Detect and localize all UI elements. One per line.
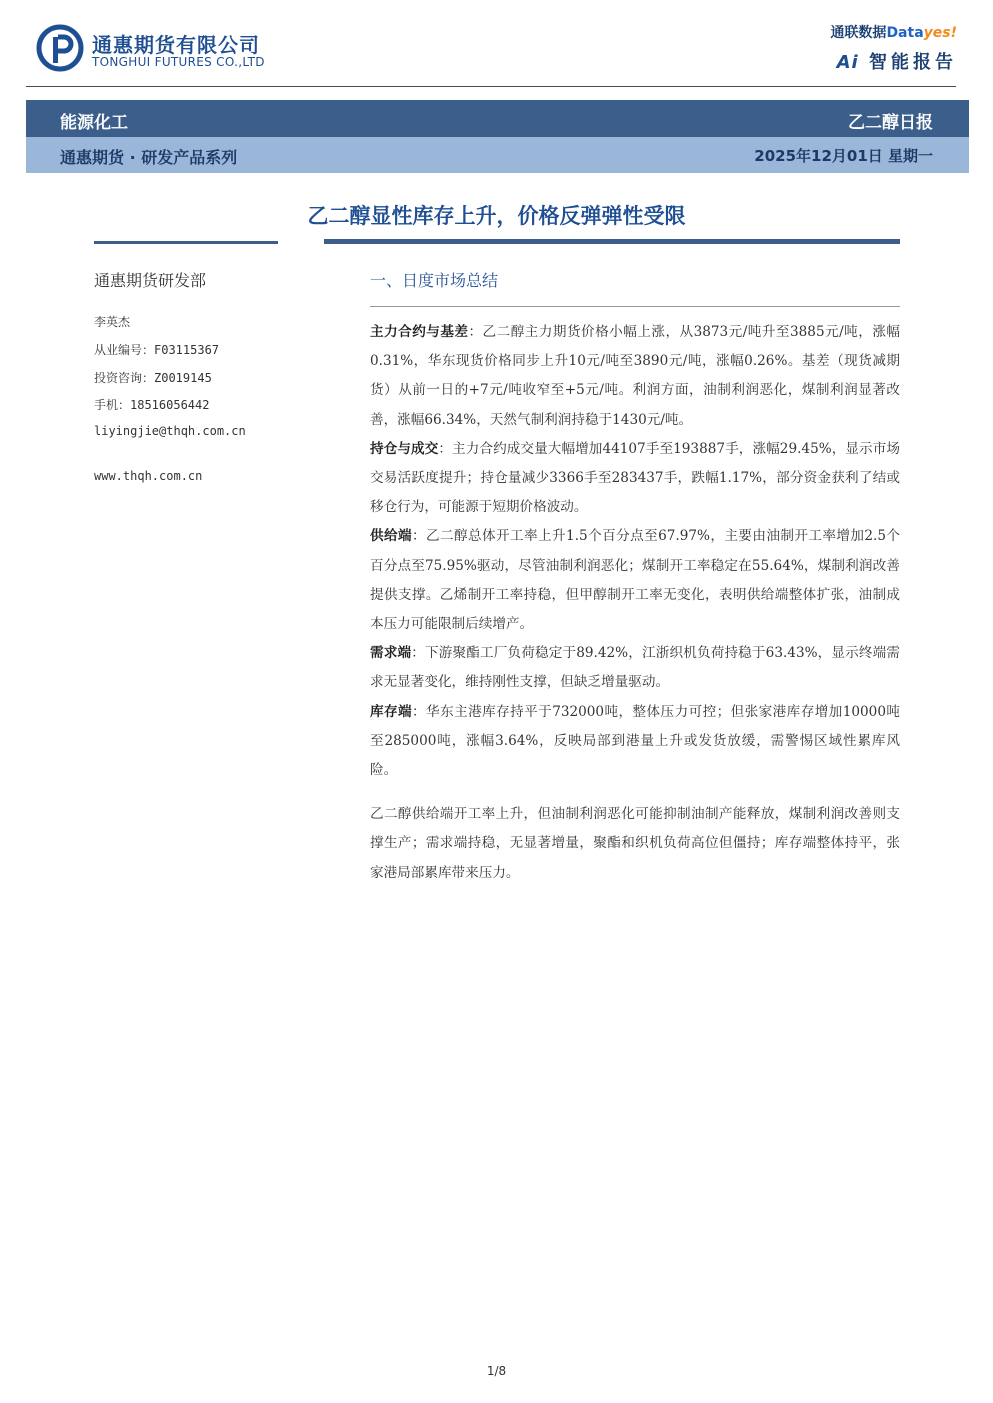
paragraph-label: 供给端 bbox=[370, 528, 413, 545]
report-title: 乙二醇显性库存上升，价格反弹弹性受限 bbox=[307, 204, 686, 228]
ai-mark-icon: Ai bbox=[836, 52, 859, 73]
paragraph-label: 库存端 bbox=[370, 703, 413, 720]
datayes-yes: yes! bbox=[923, 25, 957, 41]
title-underline bbox=[324, 239, 900, 244]
paragraph-text: ：下游聚酯工厂负荷稳定于89.42%，江浙织机负荷持稳于63.43%，显示终端需求无显著变化，维持刚性支撑，但缺乏增量驱动。 bbox=[370, 645, 900, 691]
paragraph-summary: 乙二醇供给端开工率上升，但油制利润恶化可能抑制油制产能释放，煤制利润改善则支撑生产；需求端持稳，无显著增量，聚酯和织机负荷高位但僵持；库存端整体持平，张家港局部累库带来压力。 bbox=[370, 806, 900, 881]
paragraph-text: ：乙二醇总体开工率上升1.5个百分点至67.97%，主要由油制开工率增加2.5个百分点至75.95%驱动，尽管油制利润恶化；煤制开工率稳定在55.64%，煤制利润改善提供支撑。乙烯制开工率持稳，但甲醇制开工率无变化，表明供给端整体扩张，油制成本压力可能限制后续增产。 bbox=[370, 528, 900, 633]
company-name-cn: 通惠期货有限公司 bbox=[92, 33, 260, 57]
page-number: 1/8 bbox=[486, 1364, 507, 1378]
email-link[interactable]: liyingjie@thqh.com.cn bbox=[94, 424, 246, 438]
report-type-label: 乙二醇日报 bbox=[848, 113, 933, 133]
paragraph-demand bbox=[370, 639, 900, 697]
paragraph-text: ：乙二醇主力期货价格小幅上涨，从3873元/吨升至3885元/吨，涨幅0.31%，华东现货价格同步上升10元/吨至3890元/吨，涨幅0.26%。基差（现货减期货）从前一日的+7元/吨收窄至+5元/吨。利润方面，油制利润恶化，煤制利润显著改善，涨幅66.34%，天然气制利润持稳于1430元/吨。 bbox=[370, 324, 900, 428]
company-logo-icon bbox=[36, 24, 84, 72]
category-band bbox=[26, 100, 969, 137]
paragraph-label: 主力合约与基差 bbox=[370, 324, 469, 340]
header-divider bbox=[26, 86, 956, 87]
datayes-logo bbox=[830, 22, 957, 74]
ai-report-label: 智能报告 bbox=[869, 52, 957, 73]
analyst-name: 李英杰 bbox=[94, 315, 131, 329]
paragraph-text: ：主力合约成交量大幅增加44107手至193887手，涨幅29.45%，显示市场交易活跃度提升；持仓量减少3366手至283437手，跌幅1.17%，部分资金获利了结或移仓行为，可能源于短期价格波动。 bbox=[370, 440, 901, 516]
report-body bbox=[370, 318, 900, 888]
sidebar-divider bbox=[94, 241, 278, 244]
paragraph-inventory bbox=[370, 698, 900, 786]
website-link[interactable]: www.thqh.com.cn bbox=[94, 469, 203, 483]
report-date: 2025年12月01日 星期一 bbox=[754, 147, 933, 165]
advisory-number: 投资咨询：Z0019145 bbox=[94, 371, 212, 385]
section-divider bbox=[370, 306, 900, 307]
section-title: 一、日度市场总结 bbox=[370, 271, 499, 290]
paragraph-label: 需求端 bbox=[370, 645, 412, 662]
paragraph-text: ：华东主港库存持平于732000吨，整体压力可控；但张家港库存增加10000吨至285000吨，涨幅3.64%，反映局部到港量上升或发货放缓，需警惕区域性累库风险。 bbox=[370, 703, 900, 779]
datayes-prefix: 通联数据 bbox=[830, 25, 887, 41]
cert-number: 从业编号：F03115367 bbox=[94, 343, 220, 357]
paragraph-positions bbox=[370, 435, 900, 523]
paragraph-basis bbox=[370, 318, 900, 435]
phone-number: 手机：18516056442 bbox=[94, 398, 210, 412]
research-dept: 通惠期货研发部 bbox=[94, 271, 207, 290]
datayes-data: Data bbox=[886, 25, 924, 41]
paragraph-supply bbox=[370, 522, 900, 639]
paragraph-label: 持仓与成交 bbox=[370, 440, 439, 457]
category-label: 能源化工 bbox=[60, 113, 128, 133]
company-name-en: TONGHUI FUTURES CO.,LTD bbox=[92, 55, 265, 69]
series-label: 通惠期货 · 研发产品系列 bbox=[60, 148, 238, 167]
